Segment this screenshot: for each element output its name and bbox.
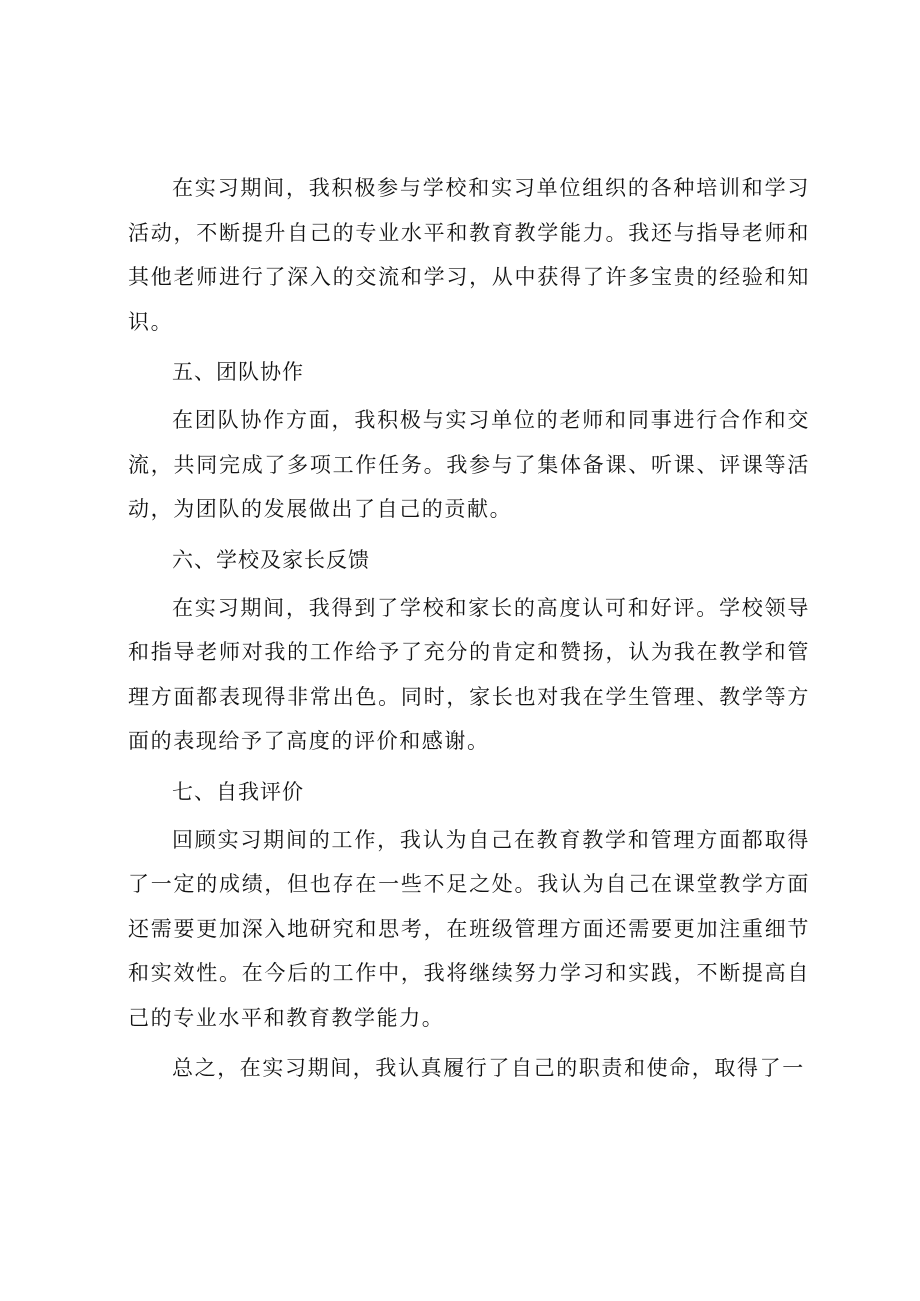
- heading-teamwork: 五、团队协作: [172, 360, 304, 384]
- document-body: [128, 166, 810, 1097]
- heading-self-evaluation: 七、自我评价: [172, 779, 304, 804]
- heading-feedback: 六、学校及家长反馈: [172, 547, 370, 572]
- paragraph-conclusion: 总之，在实习期间，我认真履行了自己的职责和使命，取得了一: [172, 1056, 805, 1080]
- paragraph-feedback: 在实习期间，我得到了学校和家长的高度认可和好评。学校领导和指导老师对我的工作给予了充分的肯定和赞扬，认为我在教学和管理方面都表现得非常出色。同时，家长也对我在学生管理、教学等方面的表现给予了高度的评价和感谢。: [128, 595, 810, 753]
- paragraph-training: 在实习期间，我积极参与学校和实习单位组织的各种培训和学习活动，不断提升自己的专业水平和教育教学能力。我还与指导老师和其他老师进行了深入的交流和学习，从中获得了许多宝贵的经验和知识。: [128, 176, 810, 334]
- paragraph-teamwork: 在团队协作方面，我积极与实习单位的老师和同事进行合作和交流，共同完成了多项工作任务。我参与了集体备课、听课、评课等活动，为团队的发展做出了自己的贡献。: [128, 408, 810, 521]
- paragraph-self-evaluation: 回顾实习期间的工作，我认为自己在教育教学和管理方面都取得了一定的成绩，但也存在一些不足之处。我认为自己在课堂教学方面还需要更加深入地研究和思考，在班级管理方面还需要更加注重细节和实效性。在今后的工作中，我将继续努力学习和实践，不断提高自己的专业水平和教育教学能力。: [128, 827, 810, 1030]
